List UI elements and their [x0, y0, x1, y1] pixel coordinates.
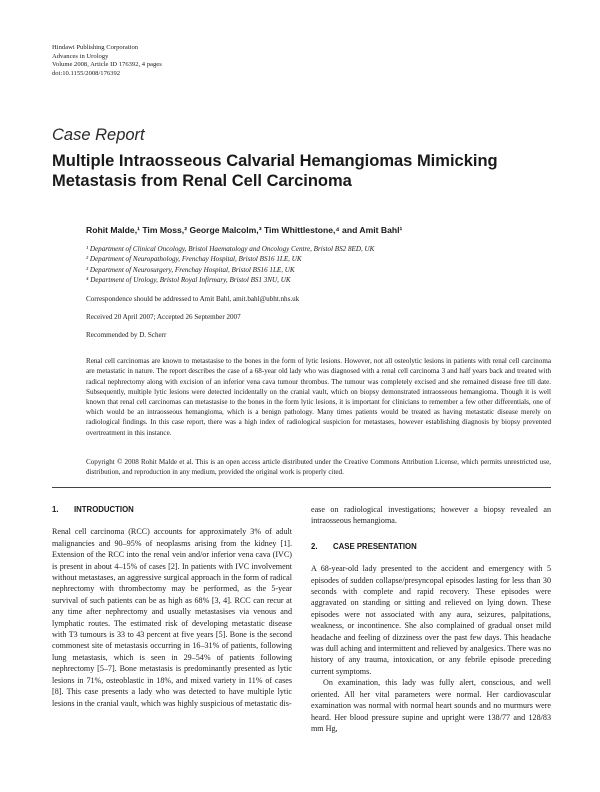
correspondence: Correspondence should be addressed to Amit Bahl, amit.bahl@ubht.nhs.uk: [86, 295, 300, 303]
intro-heading-number: 1.: [52, 505, 59, 514]
title-line-1: Multiple Intraosseous Calvarial Hemangiomas Mimicking: [52, 152, 498, 170]
intro-heading: [52, 504, 292, 515]
affiliation-1: ¹ Department of Clinical Oncology, Bristol Haematology and Oncology Centre, Bristol BS2 8ED, UK: [86, 245, 375, 253]
case-heading: [311, 541, 551, 552]
dates: Received 20 April 2007; Accepted 26 September 2007: [86, 313, 241, 321]
right-column: [311, 504, 551, 734]
author-list: Rohit Malde,¹ Tim Moss,² George Malcolm,³ Tim Whittlestone,⁴ and Amit Bahl¹: [86, 225, 403, 235]
journal-name: Advances in Urology: [52, 52, 109, 60]
article-title: [52, 151, 552, 191]
case-paragraph-1: A 68-year-old lady presented to the accident and emergency with 5 episodes of sudden collapse/presyncopal episodes lasting for less than 30 seconds with complete and rapid recovery. These episodes were aggravated on standing or sitting and relieved on lying down. These episodes were not associated with any aura, seizures, palpitations, weakness, or incontinence. She also complained of gradual onset mild headache and feeling of dizziness over the past few days. This headache was dull aching and intermittent and relieved by analgesics. There was no history of any trauma, intoxication, or any febrile episode preceding current symptoms.: [311, 564, 551, 676]
affiliations: [86, 244, 374, 285]
volume-line: Volume 2008, Article ID 176392, 4 pages: [52, 61, 162, 69]
title-line-2: Metastasis from Renal Cell Carcinoma: [52, 172, 352, 190]
intro-paragraph: Renal cell carcinoma (RCC) accounts for approximately 3% of adult malignancies and 90–95% of neoplasms arising from the kidney [1]. Extension of the RCC into the renal vein and/or inferior vena cava (IVC) is present in about 4–15% of cases [2]. In patients with IVC involvement without metastases, an aggressive surgical approach in the form of radical nephrectomy with thrombectomy may be performed, as the 5-year survival of such patients can be as high as 68% [3, 4]. RCC can recur at any time after nephrectomy and usually metastasises via venous and lymphatic routes. The estimated risk of developing metastatic disease with T3 tumours is 33 to 43 percent at five years [5]. Bone is the second commonest site of metastasis occurring in 16–31% of patients, following lung metastasis, which is seen in 29–54% of patients following nephrectomy [5–7]. Bone metastasis is predominantly presented as lytic lesions in 71%, osteoblastic in 18%, and mixed variety in 11% of cases [8]. This case presents a lady who was detected to have multiple lytic lesions in the cranial vault, which was highly suspicious of metastatic dis-: [52, 527, 292, 708]
journal-header: [52, 44, 162, 78]
affiliation-3: ³ Department of Neurosurgery, Frenchay Hospital, Bristol BS16 1LE, UK: [86, 265, 295, 274]
affiliation-4: ⁴ Department of Urology, Bristol Royal Infirmary, Bristol BS1 3NU, UK: [86, 275, 291, 284]
case-paragraph-2: On examination, this lady was fully alert, conscious, and well oriented. All her vital parameters were normal. Her cardiovascular examination was normal with normal heart sounds and no murmurs were heard. Her blood pressure supine and upright were 138/77 and 128/83 mm Hg,: [311, 678, 551, 733]
intro-continuation: ease on radiological investigations; however a biopsy revealed an intraosseous hemangioma.: [311, 505, 551, 526]
article-type: Case Report: [52, 126, 145, 144]
copyright-notice: Copyright © 2008 Rohit Malde et al. This is an open access article distributed under the Creative Commons Attribution License, which permits unrestricted use, distribution, and reproduction in any medium, provided the original work is properly cited.: [86, 458, 551, 477]
section-divider: [52, 487, 551, 488]
abstract: Renal cell carcinomas are known to metastasise to the bones in the form of lytic lesions. However, not all osteolytic lesions in patients with renal cell carcinoma are metastatic in nature. The report describes the case of a 68-year old lady who was diagnosed with a renal cell carcinoma 3 and half years back and treated with radical nephrectomy along with excision of an inferior vena cava tumour thrombus. The tumour was completely excised and she remained disease free till date. Subsequently, multiple lytic lesions were detected incidentally on the cranial vault, which on biopsy demonstrated intraosseous hemangioma. Though it is well known that renal cell carcinomas can metastasise to the bones in the form lytic lesions, it is important for clinicians to remember a few other differentials, one of which would be an intraosseous hemangioma, which is a benign pathology. Many times patients would be treated as having metastatic disease merely on radiological findings. In this case report, there was a high index of radiological suspicion for metastases, however establishing diagnosis by biopsy prevented overtreatment in this instance.: [86, 357, 551, 437]
publisher-name: Hindawi Publishing Corporation: [52, 44, 139, 51]
left-column: [52, 504, 292, 709]
case-heading-text: CASE PRESENTATION: [333, 541, 417, 551]
doi[interactable]: doi:10.1155/2008/176392: [52, 69, 121, 77]
affiliation-2: ² Department of Neuropathology, Frenchay Hospital, Bristol BS16 1LE, UK: [86, 255, 302, 264]
case-heading-number: 2.: [311, 541, 318, 551]
recommended-by: Recommended by D. Scherr: [86, 331, 167, 339]
intro-heading-text: INTRODUCTION: [74, 505, 134, 514]
